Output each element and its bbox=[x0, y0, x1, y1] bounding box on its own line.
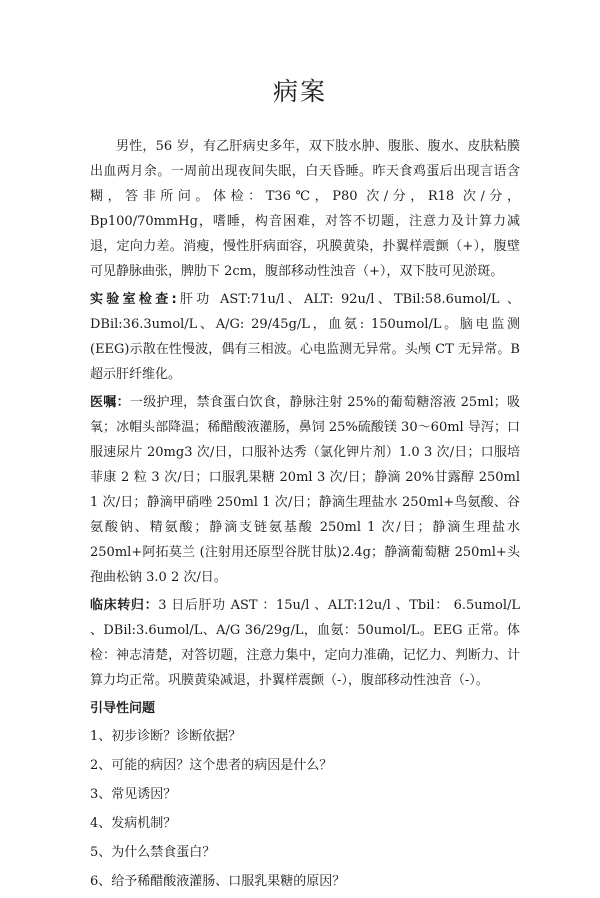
question-item: 6、给予稀醋酸液灌肠、口服乳果糖的原因？ bbox=[90, 874, 346, 889]
question-item: 2、可能的病因？这个患者的病因是什么？ bbox=[90, 758, 333, 773]
question-item: 4、发病机制？ bbox=[90, 816, 177, 831]
question-item: 1、初步诊断？诊断依据？ bbox=[90, 729, 242, 744]
medical-orders-text: 一级护理，禁食蛋白饮食，静脉注射 25%的葡萄糖溶液 25ml；吸氧；冰帽头部降温；稀醋酸液灌肠，鼻饲 25%硫酸镁 30～60ml 导泻；口服速尿片 20mg3 次/日，口服补达秀（氯化钾片剂）1.0 3 次/日；口服培菲康 2 粒 3 次/日；口服乳果糖 20ml 3 次/日；静滴 20%甘露醇 250ml 1 次/日；静滴甲硝唑 250ml 1 次/日；静滴生理盐水 250ml+鸟氨酸、谷氨酸钠、精氨酸；静滴支链氨基酸 250ml 1 次/日；静滴生理盐水 250ml+阿拓莫兰 (注射用还原型谷胱甘肽)2.4g；静滴葡萄糖 250ml+头孢曲松钠 3.0 2 次/日。 bbox=[90, 395, 520, 585]
lab-exam-text: 肝功 AST:71u/l、ALT: 92u/l、TBil:58.6umol/L 、DBil:36.3umol/L、A/G: 29/45g/L，血氨: 150umol/L。脑电监测(EEG)示散在性慢波，偶有三相波。心电监测无异常。头颅 CT 无异常。B 超示肝纤维化。 bbox=[90, 292, 520, 382]
clinical-outcome-text: 3 日后肝功 AST ：15u/l 、ALT:12u/l 、Tbil： 6.5umol/L 、DBil:3.6umol/L、A/G 36/29g/L，血氨：50umol/L。EEG 正常。体检：神志清楚，对答切题，注意力集中，定向力准确，记忆力、判断力、计算力均正常。巩膜黄染减退，扑翼样震颤（-），腹部移动性浊音（-）。 bbox=[90, 598, 520, 688]
lab-exam-label: 实验室检查: bbox=[90, 292, 177, 307]
question-item: 3、常见诱因？ bbox=[90, 787, 177, 802]
questions-heading: 引导性问题 bbox=[90, 701, 156, 716]
question-item: 5、为什么禁食蛋白？ bbox=[90, 845, 216, 860]
case-history-paragraph: 男性，56 岁，有乙肝病史多年，双下肢水肿、腹胀、腹水、皮肤粘膜出血两月余。一周前出现夜间失眠，白天昏睡。昨天食鸡蛋后出现言语含糊，答非所问。体检：T36℃，P80 次/分，R18 次/分，Bp100/70mmHg，嗜睡，构音困难，对答不切题，注意力及计算力减退，定向力差。消瘦，慢性肝病面容，巩膜黄染，扑翼样震颤（+），腹壁可见静脉曲张，脾肋下 2cm，腹部移动性浊音（+），双下肢可见淤斑。 bbox=[90, 139, 520, 279]
lab-exam-paragraph bbox=[90, 287, 520, 387]
medical-orders-paragraph bbox=[90, 390, 520, 590]
document-body bbox=[90, 134, 520, 898]
medical-orders-label: 医嘱： bbox=[90, 395, 130, 410]
clinical-outcome-label: 临床转归： bbox=[90, 598, 159, 613]
questions-list bbox=[90, 724, 520, 894]
clinical-outcome-paragraph bbox=[90, 593, 520, 693]
document-title: 病案 bbox=[272, 77, 327, 106]
